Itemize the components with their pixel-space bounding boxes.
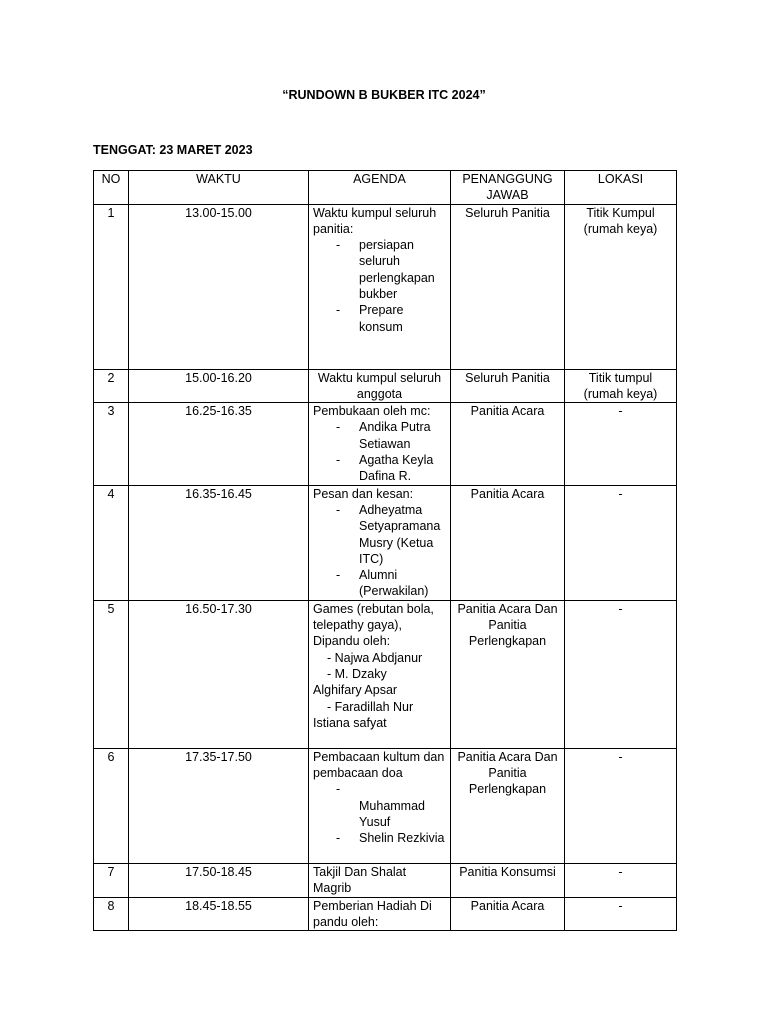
row-time: 16.25-16.35	[129, 403, 309, 485]
agenda-list	[313, 502, 446, 600]
agenda-title: Pesan dan kesan:	[313, 486, 414, 501]
list-item: - Shelin Rezkivia	[333, 830, 446, 846]
row-location: -	[565, 897, 677, 931]
table-row	[94, 403, 677, 485]
row-pic: Seluruh Panitia	[451, 204, 565, 369]
list-item	[333, 781, 446, 830]
row-no: 6	[94, 748, 129, 863]
guide-line: - Najwa Abdjanur	[327, 650, 423, 665]
row-location: Titik Kumpul (rumah keya)	[565, 204, 677, 369]
table-row	[94, 600, 677, 748]
row-time: 17.50-18.45	[129, 863, 309, 897]
row-time: 17.35-17.50	[129, 748, 309, 863]
list-item: - Agatha Keyla Dafina R.	[333, 452, 446, 485]
row-agenda: Takjil Dan Shalat Magrib	[309, 863, 451, 897]
deadline-label: TENGGAT: 23 MARET 2023	[93, 143, 253, 157]
rundown-table	[93, 170, 677, 931]
row-time: 15.00-16.20	[129, 369, 309, 403]
row-no: 8	[94, 897, 129, 931]
agenda-title: Pembacaan kultum dan pembacaan doa	[313, 749, 445, 781]
row-agenda	[309, 204, 451, 369]
row-pic: Panitia Acara	[451, 403, 565, 485]
table-row	[94, 863, 677, 897]
row-agenda	[309, 600, 451, 748]
row-time: 18.45-18.55	[129, 897, 309, 931]
row-time: 16.50-17.30	[129, 600, 309, 748]
row-location: -	[565, 863, 677, 897]
header-time: WAKTU	[129, 171, 309, 205]
row-location: -	[565, 748, 677, 863]
header-no: NO	[94, 171, 129, 205]
table-row	[94, 485, 677, 600]
row-time: 13.00-15.00	[129, 204, 309, 369]
list-item: - Adheyatma Setyapramana Musry (Ketua ITC)	[333, 502, 446, 567]
header-agenda: AGENDA	[309, 171, 451, 205]
row-location: -	[565, 485, 677, 600]
agenda-list	[313, 419, 446, 484]
agenda-list	[313, 237, 446, 335]
row-no: 7	[94, 863, 129, 897]
table-row	[94, 204, 677, 369]
table-row	[94, 369, 677, 403]
row-location: -	[565, 403, 677, 485]
row-no: 4	[94, 485, 129, 600]
agenda-title: Pembukaan oleh mc:	[313, 404, 431, 419]
row-pic: Panitia Acara Dan Panitia Perlengkapan	[451, 600, 565, 748]
row-pic: Panitia Konsumsi	[451, 863, 565, 897]
header-pic: PENANGGUNG JAWAB	[451, 171, 565, 205]
row-location: -	[565, 600, 677, 748]
row-no: 3	[94, 403, 129, 485]
agenda-title: Waktu kumpul seluruh panitia:	[313, 205, 437, 236]
guide-line: Alghifary Apsar	[313, 683, 398, 698]
row-location: Titik tumpul (rumah keya)	[565, 369, 677, 403]
row-pic: Panitia Acara Dan Panitia Perlengkapan	[451, 748, 565, 863]
row-no: 1	[94, 204, 129, 369]
row-no: 2	[94, 369, 129, 403]
guide-line: Istiana safyat	[313, 715, 387, 730]
row-agenda: Waktu kumpul seluruh anggota	[309, 369, 451, 403]
row-pic: Seluruh Panitia	[451, 369, 565, 403]
agenda-title: Games (rebutan bola, telepathy gaya), Dipandu oleh:	[313, 601, 434, 649]
row-agenda	[309, 748, 451, 863]
list-item: - Prepare konsum	[333, 302, 446, 335]
table-row	[94, 897, 677, 931]
guide-line: - M. Dzaky	[327, 666, 387, 681]
row-time: 16.35-16.45	[129, 485, 309, 600]
header-location: LOKASI	[565, 171, 677, 205]
row-pic: Panitia Acara	[451, 485, 565, 600]
list-item-text: Muhammad Yusuf	[359, 798, 425, 829]
page-title: “RUNDOWN B BUKBER ITC 2024”	[282, 88, 486, 102]
agenda-list	[313, 781, 446, 846]
row-agenda	[309, 485, 451, 600]
row-agenda: Pemberian Hadiah Di pandu oleh:	[309, 897, 451, 931]
table-header-row	[94, 171, 677, 205]
list-item: - Andika Putra Setiawan	[333, 419, 446, 452]
table-row	[94, 748, 677, 863]
guide-line: - Faradillah Nur	[327, 699, 414, 714]
row-agenda	[309, 403, 451, 485]
row-pic: Panitia Acara	[451, 897, 565, 931]
row-no: 5	[94, 600, 129, 748]
list-item: - Alumni (Perwakilan)	[333, 567, 446, 600]
list-item: - persiapan seluruh perlengkapan bukber	[333, 237, 446, 302]
